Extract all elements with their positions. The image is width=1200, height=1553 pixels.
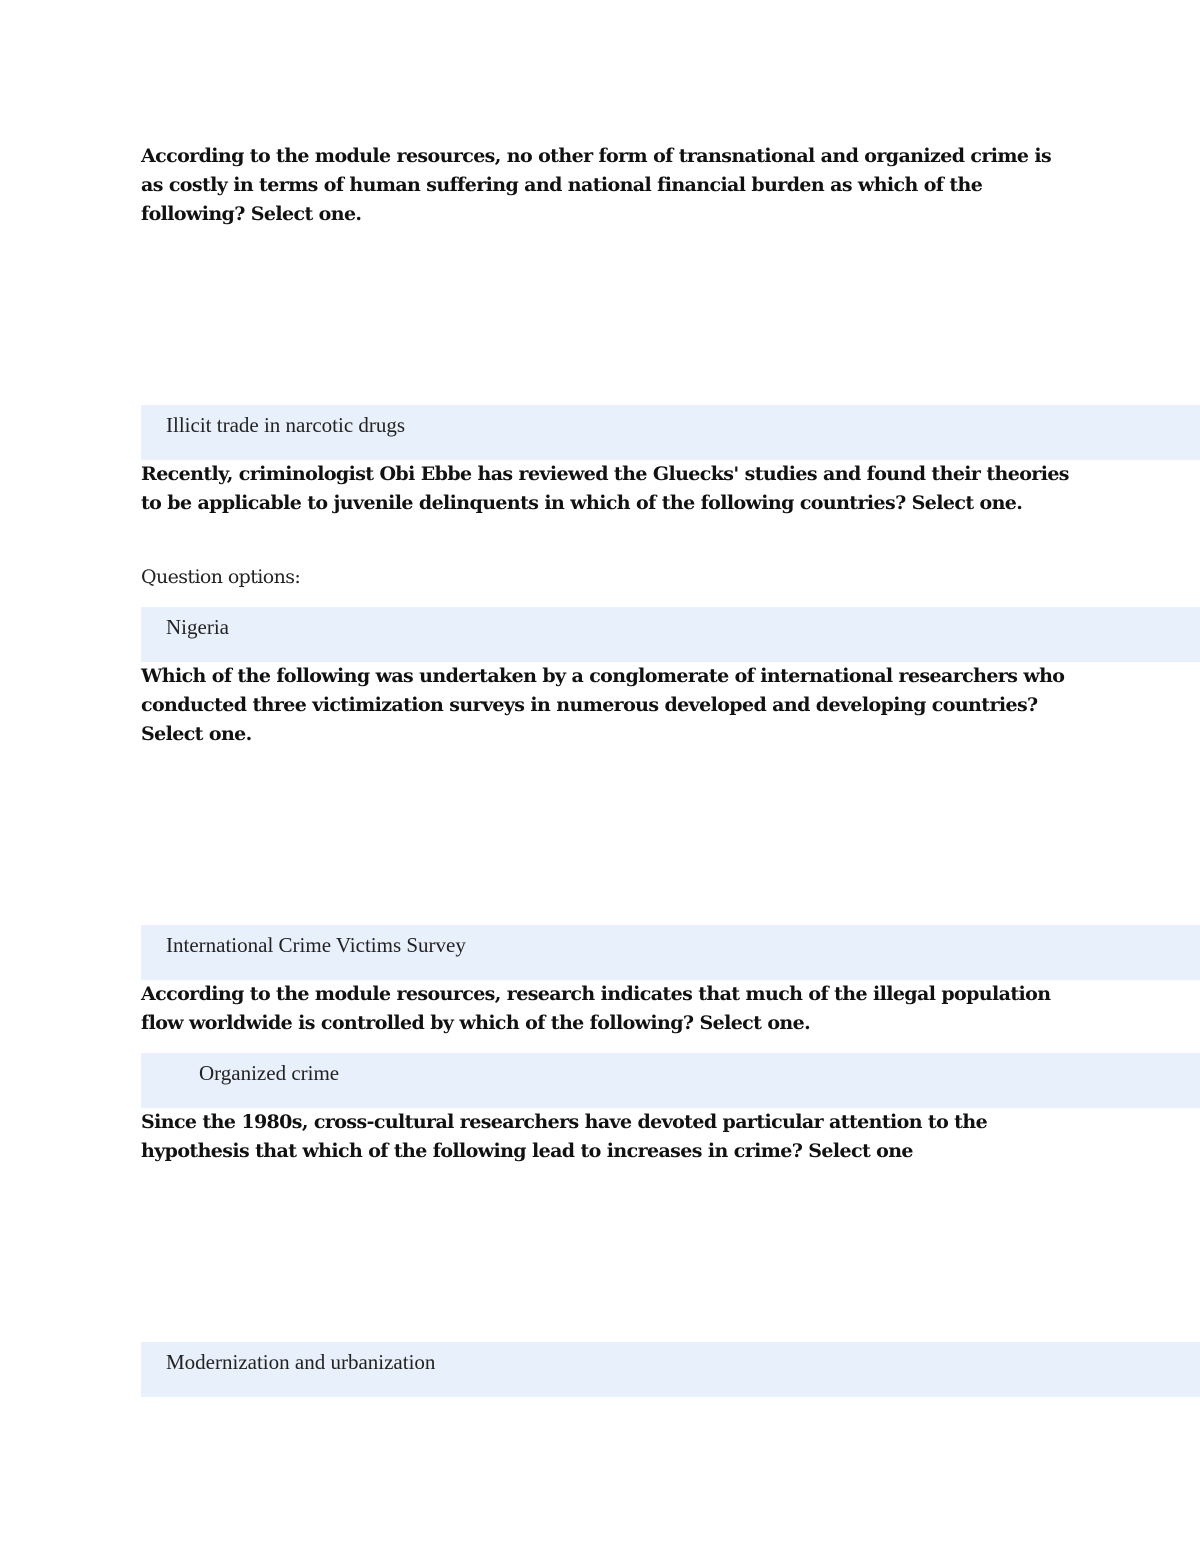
answer-1-box [141,405,1200,460]
answer-4-text: Organized crime [199,1061,340,1085]
answer-3-text: International Crime Victims Survey [166,933,466,957]
question-2-text: Recently, criminologist Obi Ebbe has reviewed the Gluecks' studies and found their theories to be applicable to juvenile delinquents in which of the following countries? Select one. [141,463,1069,514]
answer-4-box [141,1053,1200,1108]
answer-1-text: Illicit trade in narcotic drugs [166,413,406,437]
answer-2-text: Nigeria [166,615,229,639]
answer-3-box [141,925,1200,980]
question-1-text: According to the module resources, no other form of transnational and organized crime is as costly in terms of human suffering and national financial burden as which of the following? Select one. [141,145,1052,225]
question-4-text: According to the module resources, research indicates that much of the illegal population flow worldwide is controlled by which of the following? Select one. [141,983,1051,1034]
question-5-text: Since the 1980s, cross-cultural researchers have devoted particular attention to the hypothesis that which of the following lead to increases in crime? Select one [141,1111,988,1162]
question-3-text: Which of the following was undertaken by a conglomerate of international researchers who conducted three victimization surveys in numerous developed and developing countries? Select one. [141,665,1065,745]
answer-5-box [141,1342,1200,1397]
answer-2-box [141,607,1200,662]
question-options-label: Question options: [141,566,301,588]
answer-5-text: Modernization and urbanization [166,1350,436,1374]
